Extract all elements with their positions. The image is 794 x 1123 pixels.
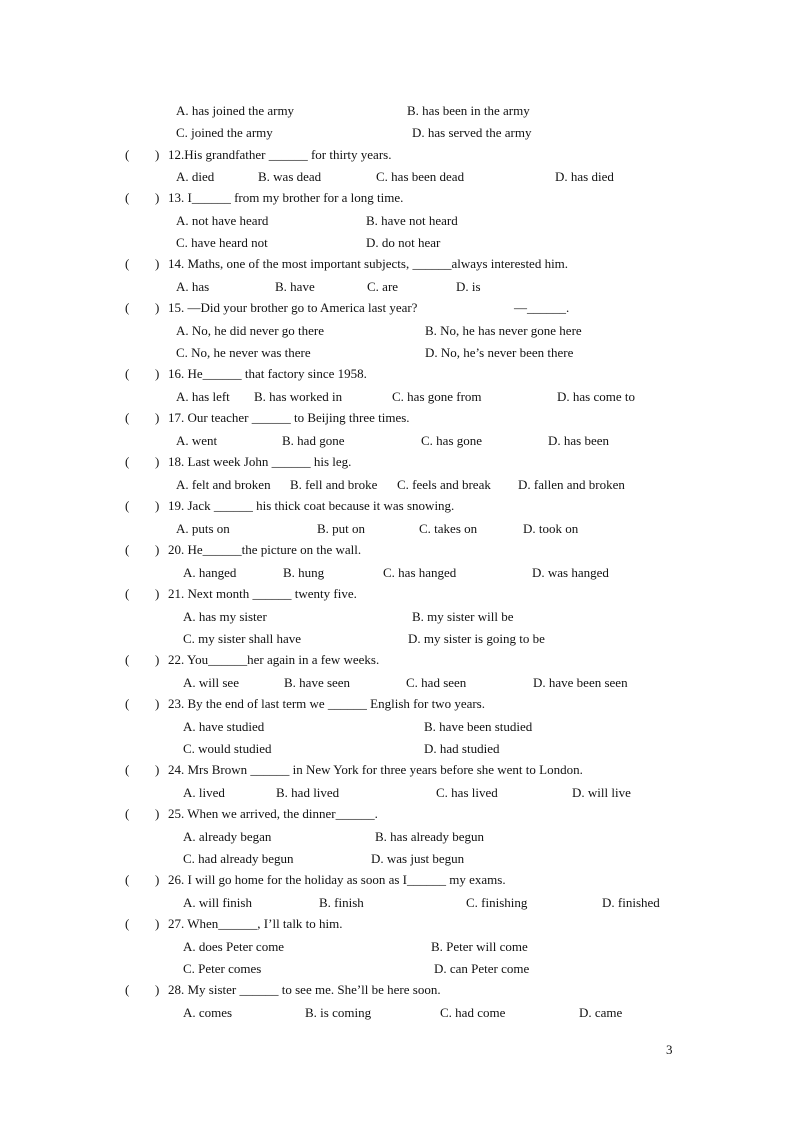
question-text: 21. Next month ______ twenty five. xyxy=(168,586,357,601)
option: A. already began xyxy=(183,829,272,844)
answer-paren-close: ) xyxy=(155,147,160,162)
question-text: 27. When______, I’ll talk to him. xyxy=(168,916,343,931)
option: A. will finish xyxy=(183,895,252,910)
options-row xyxy=(0,233,794,253)
question-24 xyxy=(0,760,794,780)
answer-paren-close: ) xyxy=(155,366,160,381)
option: A. went xyxy=(176,433,218,448)
question-26 xyxy=(0,870,794,890)
option: B. has already begun xyxy=(375,829,485,844)
option: D. can Peter come xyxy=(434,961,530,976)
option: D. has died xyxy=(555,169,614,184)
option: D. took on xyxy=(523,521,579,536)
option: A. lived xyxy=(183,785,225,800)
option: D. is xyxy=(456,279,481,294)
question-12 xyxy=(0,145,794,165)
question-14 xyxy=(0,254,794,274)
question-text: 23. By the end of last term we ______ English for two years. xyxy=(168,696,485,711)
question-21 xyxy=(0,584,794,604)
answer-paren-close: ) xyxy=(155,696,160,711)
question-text: 22. You______her again in a few weeks. xyxy=(168,652,380,667)
option: D. finished xyxy=(602,895,660,910)
options-row xyxy=(0,893,794,913)
question-text: 28. My sister ______ to see me. She’ll be here soon. xyxy=(168,982,441,997)
answer-paren-open: ( xyxy=(125,498,130,513)
option: C. had seen xyxy=(406,675,467,690)
option: C. takes on xyxy=(419,521,478,536)
option: D. No, he’s never been there xyxy=(425,345,574,360)
option: C. has been dead xyxy=(376,169,465,184)
option: B. Peter will come xyxy=(431,939,528,954)
answer-paren-open: ( xyxy=(125,300,130,315)
option: B. fell and broke xyxy=(290,477,378,492)
options-row xyxy=(0,717,794,737)
option: B. have seen xyxy=(284,675,351,690)
question-text: 17. Our teacher ______ to Beijing three times. xyxy=(168,410,410,425)
question-text: 13. I______ from my brother for a long time. xyxy=(168,190,404,205)
answer-paren-close: ) xyxy=(155,586,160,601)
answer-paren-close: ) xyxy=(155,916,160,931)
option: D. has come to xyxy=(557,389,635,404)
option: B. was dead xyxy=(258,169,322,184)
option: D. do not hear xyxy=(366,235,441,250)
answer-paren-close: ) xyxy=(155,982,160,997)
option: A. will see xyxy=(183,675,239,690)
question-text: 18. Last week John ______ his leg. xyxy=(168,454,352,469)
options-row xyxy=(0,849,794,869)
option: B. has worked in xyxy=(254,389,343,404)
option: A. has xyxy=(176,279,210,294)
options-row xyxy=(0,387,794,407)
answer-paren-close: ) xyxy=(155,190,160,205)
option: C. are xyxy=(367,279,399,294)
options-row xyxy=(0,211,794,231)
option: B. have xyxy=(275,279,315,294)
options-row xyxy=(0,673,794,693)
question-text: 16. He______ that factory since 1958. xyxy=(168,366,367,381)
options-row xyxy=(0,739,794,759)
option: B. No, he has never gone here xyxy=(425,323,582,338)
options-row xyxy=(0,431,794,451)
option: B. my sister will be xyxy=(412,609,514,624)
question-text: 15. —Did your brother go to America last year? xyxy=(168,300,418,315)
option: A. has my sister xyxy=(183,609,267,624)
options-row xyxy=(0,937,794,957)
option: D. was hanged xyxy=(532,565,609,580)
question-19 xyxy=(0,496,794,516)
options-row xyxy=(0,607,794,627)
options-row xyxy=(0,629,794,649)
answer-paren-close: ) xyxy=(155,762,160,777)
options-row xyxy=(0,277,794,297)
option: C. has gone from xyxy=(392,389,482,404)
answer-paren-close: ) xyxy=(155,410,160,425)
option: B. is coming xyxy=(305,1005,372,1020)
option: C. would studied xyxy=(183,741,272,756)
option: C. feels and break xyxy=(397,477,491,492)
question-17 xyxy=(0,408,794,428)
option: D. will live xyxy=(572,785,631,800)
answer-paren-open: ( xyxy=(125,696,130,711)
option: D. have been seen xyxy=(533,675,628,690)
answer-paren-open: ( xyxy=(125,366,130,381)
answer-paren-close: ) xyxy=(155,498,160,513)
option: D. my sister is going to be xyxy=(408,631,545,646)
option: D. fallen and broken xyxy=(518,477,625,492)
question-text: 19. Jack ______ his thick coat because it was snowing. xyxy=(168,498,455,513)
option: A. felt and broken xyxy=(176,477,271,492)
option: B. have been studied xyxy=(424,719,533,734)
prev-options-row1 xyxy=(0,101,794,121)
options-row xyxy=(0,959,794,979)
option: B. put on xyxy=(317,521,366,536)
option: A. not have heard xyxy=(176,213,269,228)
option: A. died xyxy=(176,169,215,184)
answer-paren-open: ( xyxy=(125,652,130,667)
option: A. comes xyxy=(183,1005,233,1020)
answer-paren-open: ( xyxy=(125,190,130,205)
answer-paren-open: ( xyxy=(125,762,130,777)
option: B. had gone xyxy=(282,433,345,448)
options-row xyxy=(0,321,794,341)
option: A. hanged xyxy=(183,565,237,580)
options-row xyxy=(0,475,794,495)
options-row xyxy=(0,519,794,539)
answer-paren-close: ) xyxy=(155,300,160,315)
question-18 xyxy=(0,452,794,472)
question-23 xyxy=(0,694,794,714)
option: B. have not heard xyxy=(366,213,458,228)
options-row xyxy=(0,1003,794,1023)
option: C. joined the army xyxy=(176,125,273,140)
question-text: 12.His grandfather ______ for thirty years. xyxy=(168,147,392,162)
options-row xyxy=(0,343,794,363)
question-27 xyxy=(0,914,794,934)
option: A. has left xyxy=(176,389,230,404)
option: A. has joined the army xyxy=(176,103,295,118)
question-text: 26. I will go home for the holiday as soon as I______ my exams. xyxy=(168,872,506,887)
option: C. Peter comes xyxy=(183,961,262,976)
answer-paren-open: ( xyxy=(125,454,130,469)
answer-paren-close: ) xyxy=(155,542,160,557)
option: D. was just begun xyxy=(371,851,465,866)
options-row xyxy=(0,167,794,187)
option: D. came xyxy=(579,1005,623,1020)
option: D. has been xyxy=(548,433,610,448)
option: C. finishing xyxy=(466,895,528,910)
answer-paren-open: ( xyxy=(125,916,130,931)
answer-paren-close: ) xyxy=(155,806,160,821)
option: B. had lived xyxy=(276,785,340,800)
options-row xyxy=(0,827,794,847)
option: C. has gone xyxy=(421,433,483,448)
question-text: 14. Maths, one of the most important subjects, ______always interested him. xyxy=(168,256,569,271)
option: C. had come xyxy=(440,1005,506,1020)
option: B. hung xyxy=(283,565,325,580)
answer-paren-open: ( xyxy=(125,256,130,271)
option: A. puts on xyxy=(176,521,230,536)
question-25 xyxy=(0,804,794,824)
answer-paren-open: ( xyxy=(125,410,130,425)
option: C. has hanged xyxy=(383,565,457,580)
question-15 xyxy=(0,298,794,318)
answer-paren-open: ( xyxy=(125,542,130,557)
answer-paren-close: ) xyxy=(155,652,160,667)
question-text: 24. Mrs Brown ______ in New York for three years before she went to London. xyxy=(168,762,583,777)
option: B. has been in the army xyxy=(407,103,530,118)
option: C. have heard not xyxy=(176,235,268,250)
option: D. had studied xyxy=(424,741,500,756)
option: A. does Peter come xyxy=(183,939,285,954)
option: A. No, he did never go there xyxy=(176,323,325,338)
option: C. No, he never was there xyxy=(176,345,311,360)
answer-paren-open: ( xyxy=(125,806,130,821)
option: B. finish xyxy=(319,895,364,910)
answer-paren-close: ) xyxy=(155,256,160,271)
answer-paren-open: ( xyxy=(125,147,130,162)
prev-options-row2 xyxy=(0,123,794,143)
options-row xyxy=(0,783,794,803)
question-13 xyxy=(0,188,794,208)
option: C. my sister shall have xyxy=(183,631,302,646)
question-16 xyxy=(0,364,794,384)
answer-blank: —______. xyxy=(514,300,570,315)
answer-paren-open: ( xyxy=(125,872,130,887)
question-22 xyxy=(0,650,794,670)
answer-paren-open: ( xyxy=(125,982,130,997)
question-text: 20. He______the picture on the wall. xyxy=(168,542,362,557)
question-20 xyxy=(0,540,794,560)
answer-paren-close: ) xyxy=(155,454,160,469)
options-row xyxy=(0,563,794,583)
answer-paren-close: ) xyxy=(155,872,160,887)
option: C. had already begun xyxy=(183,851,294,866)
question-28 xyxy=(0,980,794,1000)
option: C. has lived xyxy=(436,785,498,800)
option: D. has served the army xyxy=(412,125,532,140)
question-text: 25. When we arrived, the dinner______. xyxy=(168,806,378,821)
answer-paren-open: ( xyxy=(125,586,130,601)
option: A. have studied xyxy=(183,719,265,734)
page-number: 3 xyxy=(666,1042,673,1057)
